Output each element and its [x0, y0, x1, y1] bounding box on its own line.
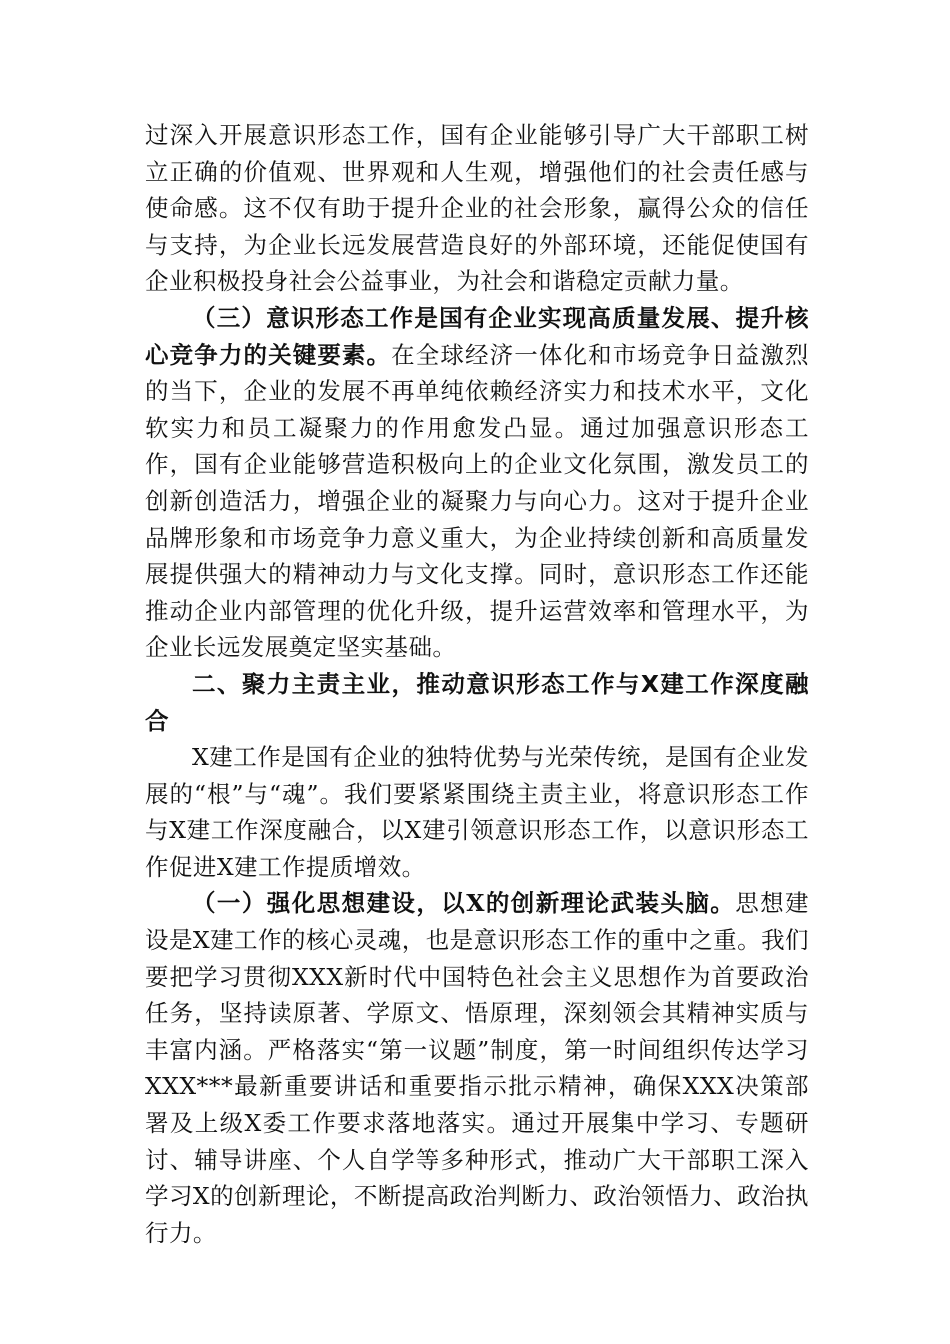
paragraph-body: 在全球经济一体化和市场竞争日益激烈的当下，企业的发展不再单纯依赖经济实力和技术水平，文化软实力和员工凝聚力的作用愈发凸显。通过加强意识形态工作，国有企业能够营造积极向上的企业文化氛围，激发员工的创新创造活力，增强企业的凝聚力与向心力。这对于提升企业品牌形象和市场竞争力意义重大，为企业持续创新和高质量发展提供强大的精神动力与文化支撑。同时，意识形态工作还能推动企业内部管理的优化升级，提升运营效率和管理水平，为企业长远发展奠定坚实基础。: [145, 340, 809, 662]
paragraph-ideology-core-competence: [145, 300, 809, 666]
paragraph-ideological-construction: [145, 885, 809, 1251]
paragraph-x-construction-intro: X建工作是国有企业的独特优势与光荣传统，是国有企业发展的“根”与“魂”。我们要紧紧围绕主责主业，将意识形态工作与X建工作深度融合，以X建引领意识形态工作，以意识形态工作促进X建工作提质增效。: [145, 743, 809, 881]
document-page: [145, 117, 809, 1251]
section-heading-two: 二、聚力主责主业，推动意识形态工作与X建工作深度融合: [145, 669, 809, 735]
subheading-one: （一）强化思想建设，以X的创新理论武装头脑。: [192, 889, 736, 918]
paragraph-continuation: 过深入开展意识形态工作，国有企业能够引导广大干部职工树立正确的价值观、世界观和人生观，增强他们的社会责任感与使命感。这不仅有助于提升企业的社会形象，赢得公众的信任与支持，为企业长远发展营造良好的外部环境，还能促使国有企业积极投身社会公益事业，为社会和谐稳定贡献力量。: [145, 121, 809, 296]
paragraph-body: 思想建设是X建工作的核心灵魂，也是意识形态工作的重中之重。我们要把学习贯彻XXX新时代中国特色社会主义思想作为首要政治任务，坚持读原著、学原文、悟原理，深刻领会其精神实质与丰富内涵。严格落实“第一议题”制度，第一时间组织传达学习XXX***最新重要讲话和重要指示批示精神，确保XXX决策部署及上级X委工作要求落地落实。通过开展集中学习、专题研讨、辅导讲座、个人自学等多种形式，推动广大干部职工深入学习X的创新理论，不断提高政治判断力、政治领悟力、政治执行力。: [145, 889, 809, 1247]
subheading-three: （三）意识形态工作是国有企业实现高质量发展、提升核心竞争力的关键要素。: [145, 303, 809, 369]
